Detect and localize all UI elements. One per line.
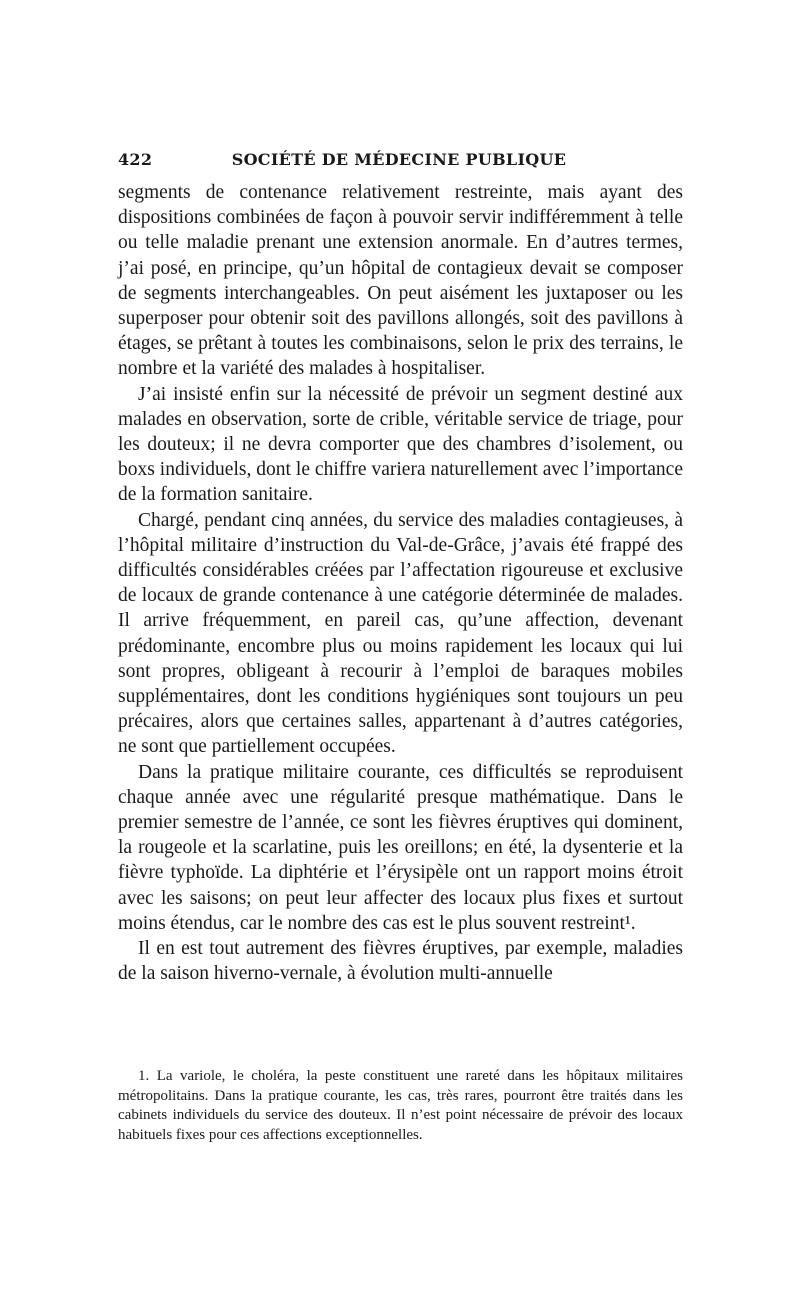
paragraph: segments de contenance relativement restreinte, mais ayant des dispositions combinées de façon à pouvoir servir indifféremment à telle ou telle maladie prenant une extension anormale. En d’autres termes, j’ai posé, en principe, qu’un hôpital de contagieux devait se composer de segments interchangeables. On peut aisément les juxtaposer ou les superposer pour obtenir soit des pavillons allongés, soit des pavillons à étages, se prêtant à toutes les combinaisons, selon le prix des terrains, le nombre et la variété des malades à hospitaliser. — [118, 182, 683, 380]
paragraph: J’ai insisté enfin sur la nécessité de prévoir un segment destiné aux malades en observation, sorte de crible, véritable service de triage, pour les douteux; il ne devra comporter que des chambres d’isolement, ou boxs individuels, dont le chiffre variera naturellement avec l’importance de la formation sanitaire. — [118, 383, 683, 506]
footnotes — [118, 1067, 683, 1145]
paragraph: Il en est tout autrement des fièvres éruptives, par exemple, maladies de la saison hiverno-vernale, à évolution multi-annuelle — [118, 938, 683, 985]
page-header — [118, 150, 680, 176]
page-number: 422 — [118, 150, 153, 169]
paragraph: Dans la pratique militaire courante, ces difficultés se reproduisent chaque année avec une régularité presque mathématique. Dans le premier semestre de l’année, ce sont les fièvres éruptives qui dominent, la rougeole et la scarlatine, puis les oreillons; en été, la dysenterie et la fièvre typhoïde. La diphtérie et l’érysipèle ont un rapport moins étroit avec les saisons; on peut leur affecter des locaux plus fixes et surtout moins étendus, car le nombre des cas est le plus souvent restreint¹. — [118, 761, 683, 934]
paragraph: Chargé, pendant cinq années, du service des maladies contagieuses, à l’hôpital militaire d’instruction du Val-de-Grâce, j’avais été frappé des difficultés considérables créées par l’affectation rigoureuse et exclusive de locaux de grande contenance à une catégorie déterminée de malades. Il arrive fréquemment, en pareil cas, qu’une affection, devenant prédominante, encombre plus ou moins rapidement les locaux qui lui sont propres, obligeant à recourir à l’emploi de baraques mobiles supplémentaires, dont les conditions hygiéniques sont toujours un peu précaires, alors que certaines salles, appartenant à d’autres catégories, ne sont que partiellement occupées. — [118, 509, 683, 758]
footnote: 1. La variole, le choléra, la peste constituent une rareté dans les hôpitaux militaires métropolitains. Dans la pratique courante, les cas, très rares, pourront être traités dans les cabinets individuels du service des douteux. Il n’est point nécessaire de prévoir des locaux habituels fixes pour ces affections exceptionnelles. — [118, 1068, 683, 1143]
running-head: SOCIÉTÉ DE MÉDECINE PUBLIQUE — [231, 150, 567, 169]
body-text — [118, 180, 683, 987]
